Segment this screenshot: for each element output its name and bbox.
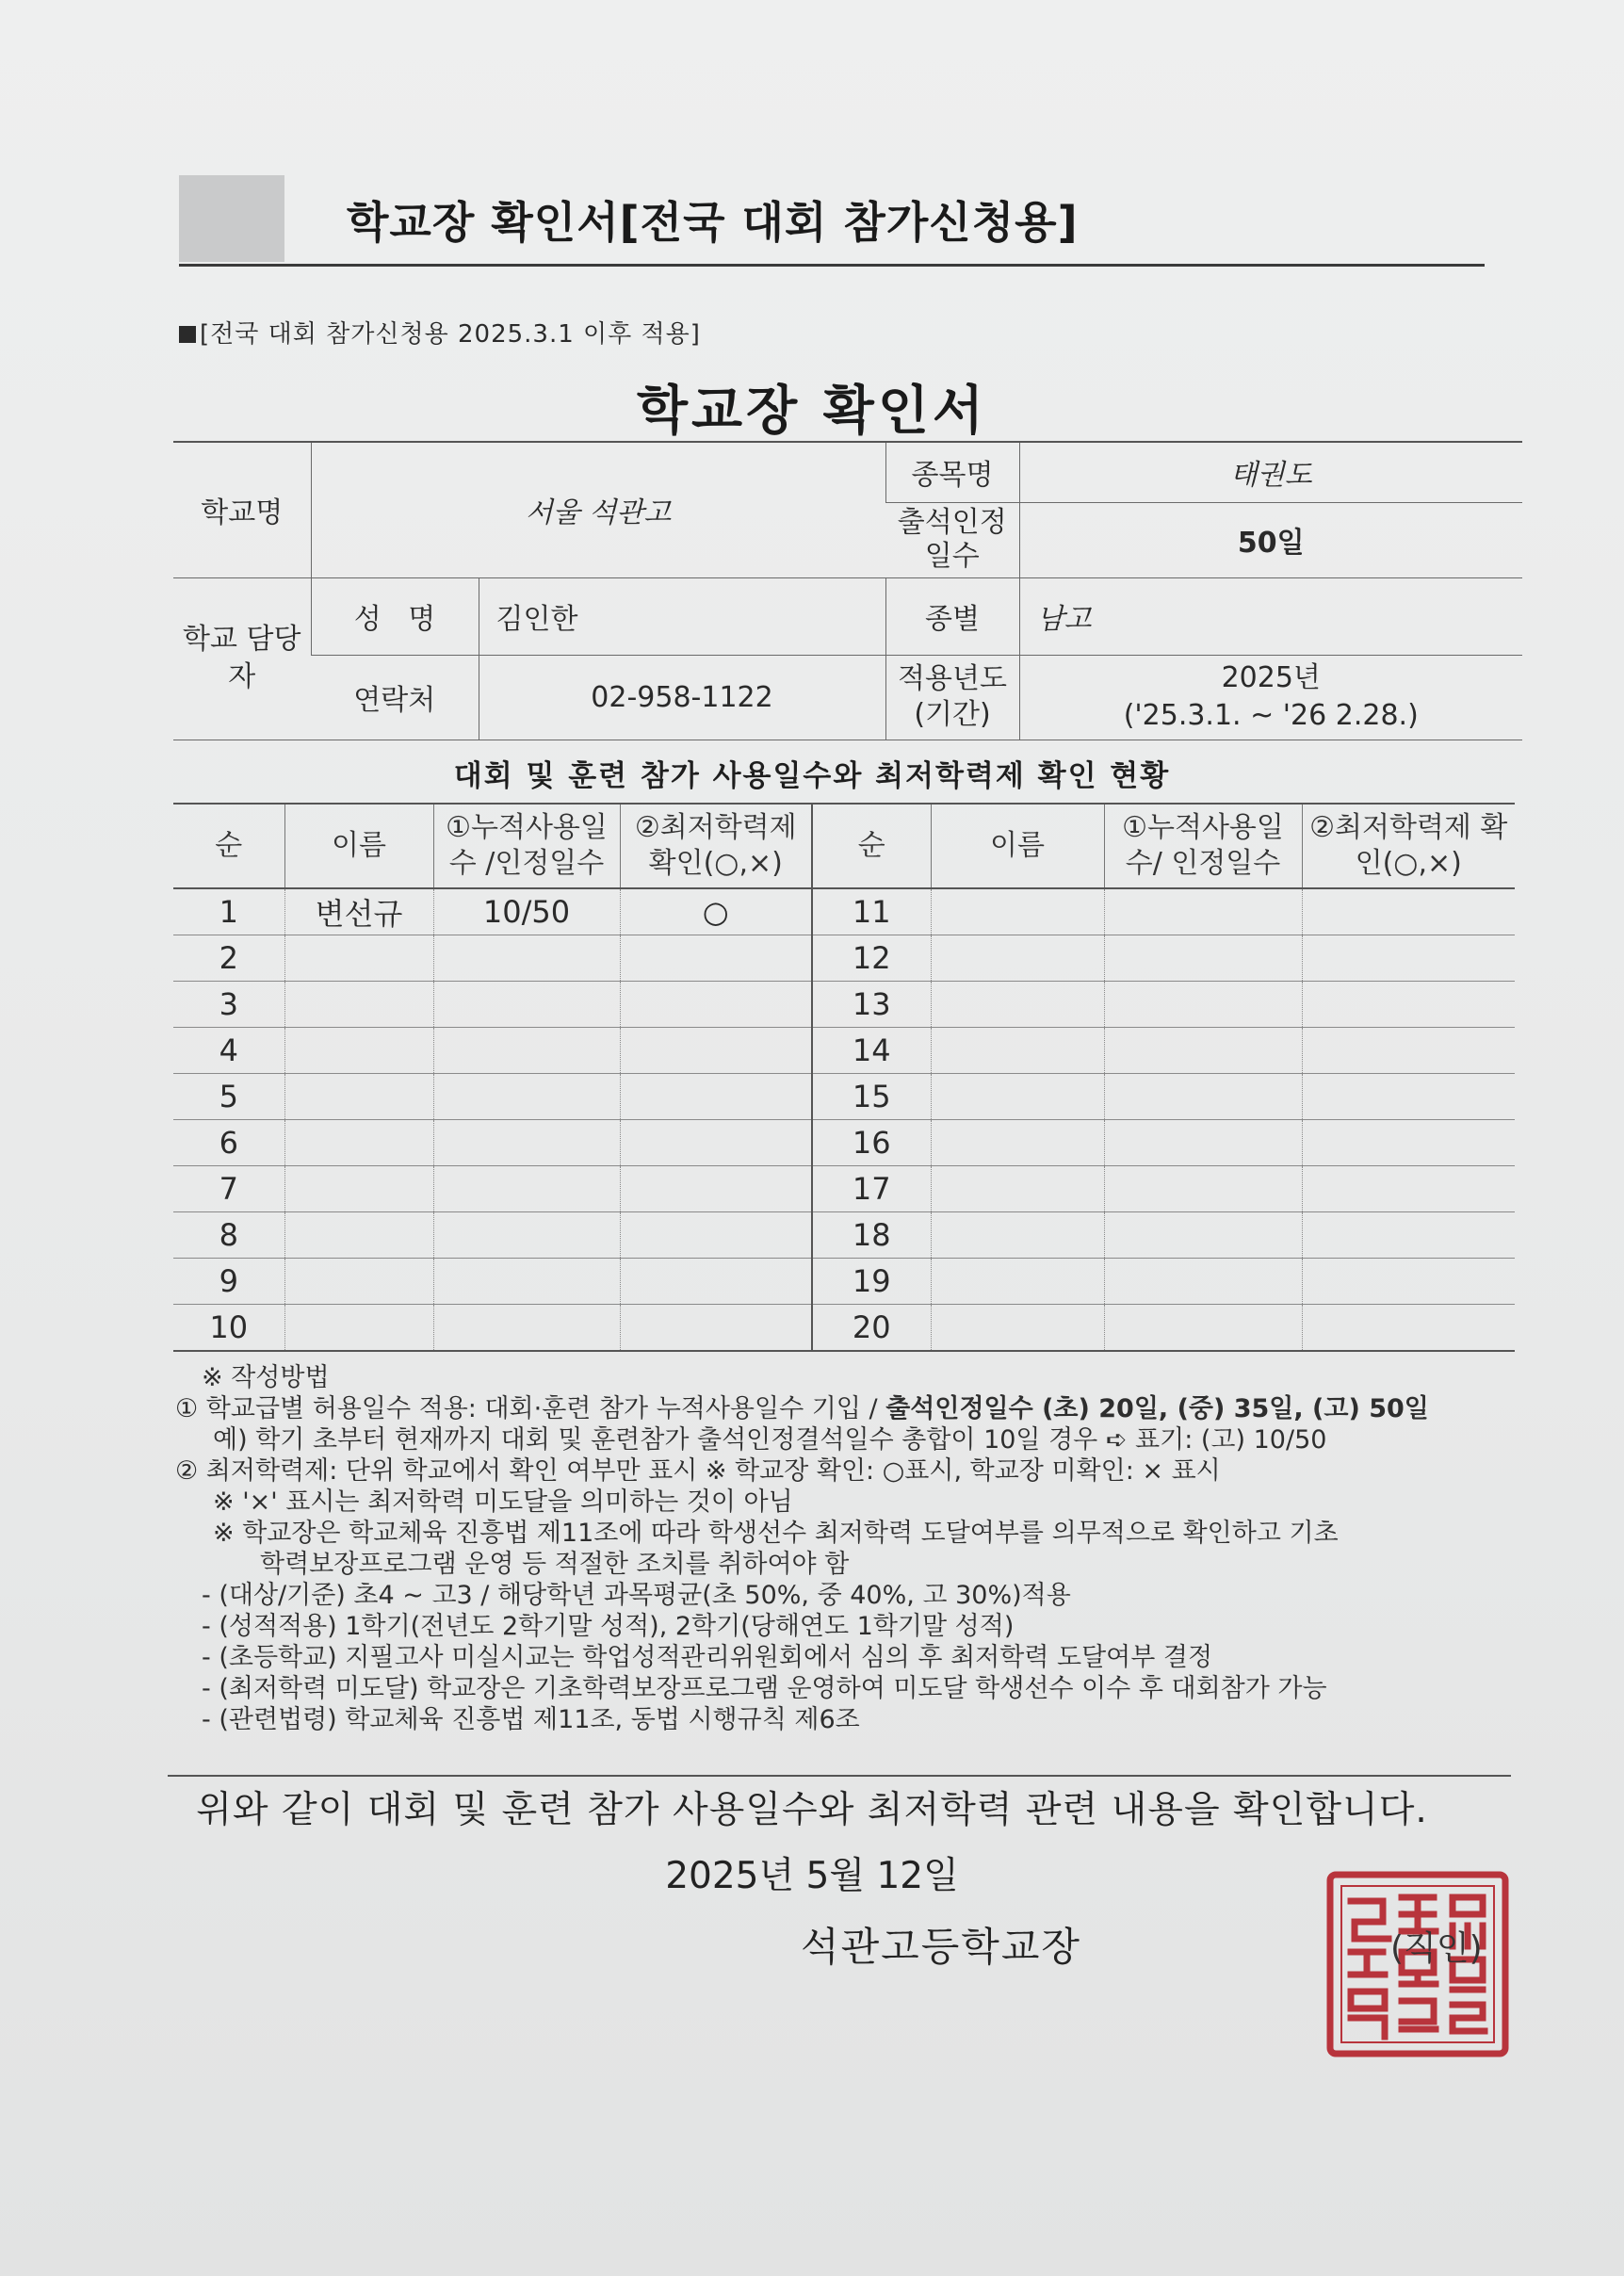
confirm-statement: 위와 같이 대회 및 훈련 참가 사용일수와 최저학력 관련 내용을 확인합니다. bbox=[196, 1789, 1428, 1831]
roster-cell-check2 bbox=[1302, 1212, 1515, 1259]
roster-cell-days: 10/50 bbox=[433, 888, 620, 935]
roster-cell-days2 bbox=[1104, 935, 1302, 982]
table-row bbox=[173, 1074, 1515, 1120]
roster-cell-name bbox=[284, 982, 433, 1028]
roster-cell-days bbox=[433, 1166, 620, 1212]
roster-cell-name bbox=[284, 1120, 433, 1166]
roster-cell-check bbox=[620, 1305, 812, 1352]
guide-line-1a: ① 학교급별 허용일수 적용: 대회·훈련 참가 누적사용일수 기입 / bbox=[175, 1394, 886, 1423]
roster-cell-check bbox=[620, 935, 812, 982]
guide-line-5: ※ 학교장은 학교체육 진흥법 제11조에 따라 학생선수 최저학력 도달여부를 의무적으로 확인하고 기초 bbox=[213, 1519, 1339, 1548]
roster-cell-check2 bbox=[1302, 1305, 1515, 1352]
roster-cell-days bbox=[433, 1305, 620, 1352]
guide-line-3: ② 최저학력제: 단위 학교에서 확인 여부만 표시 ※ 학교장 확인: ○표시, 학교장 미확인: × 표시 bbox=[175, 1456, 1221, 1486]
roster-cell-name bbox=[284, 935, 433, 982]
roster-cell-days bbox=[433, 982, 620, 1028]
guide-line-6: 학력보장프로그램 운영 등 적절한 조치를 취하여야 함 bbox=[260, 1550, 850, 1579]
guide-line-10: - (최저학력 미도달) 학교장은 기초학력보장프로그램 운영하여 미도달 학생선수 이수 후 대회참가 가능 bbox=[202, 1674, 1327, 1703]
roster-cell-no: 6 bbox=[173, 1120, 284, 1166]
roster-cell-check2 bbox=[1302, 982, 1515, 1028]
roster-cell-name: 변선규 bbox=[284, 888, 433, 935]
header-gray-block bbox=[179, 175, 284, 262]
table-row bbox=[173, 1028, 1515, 1074]
roster-cell-no: 2 bbox=[173, 935, 284, 982]
writing-guide bbox=[175, 1362, 1513, 1735]
roster-cell-no2: 15 bbox=[812, 1074, 931, 1120]
roster-cell-check bbox=[620, 1259, 812, 1305]
roster-cell-name bbox=[284, 1028, 433, 1074]
roster-cell-check2 bbox=[1302, 1120, 1515, 1166]
roster-cell-check bbox=[620, 1120, 812, 1166]
roster-table bbox=[173, 803, 1515, 1352]
roster-cell-no2: 14 bbox=[812, 1028, 931, 1074]
roster-cell-days bbox=[433, 1028, 620, 1074]
roster-cell-check2 bbox=[1302, 888, 1515, 935]
guide-line-8: - (성적적용) 1학기(전년도 2학기말 성적), 2학기(당해연도 1학기말 성적) bbox=[202, 1612, 1015, 1641]
header-name: 이름 bbox=[284, 804, 433, 888]
header-name-2: 이름 bbox=[931, 804, 1104, 888]
header-days-2: ①누적사용일수/ 인정일수 bbox=[1104, 804, 1302, 888]
roster-cell-no: 10 bbox=[209, 1309, 249, 1345]
contact-label: 연락처 bbox=[311, 655, 479, 740]
contact-value: 02-958-1122 bbox=[479, 655, 885, 740]
school-name-value: 서울 석관고 bbox=[311, 442, 885, 577]
guide-line-11: - (관련법령) 학교체육 진흥법 제11조, 동법 시행규칙 제6조 bbox=[202, 1705, 860, 1734]
roster-cell-check2 bbox=[1302, 1074, 1515, 1120]
header-title: 학교장 확인서[전국 대회 참가신청용] bbox=[347, 197, 1079, 248]
table-row bbox=[173, 1305, 1515, 1352]
main-title: 학교장 확인서 bbox=[636, 381, 988, 442]
roster-cell-no2: 11 bbox=[812, 888, 931, 935]
roster-cell-no2: 12 bbox=[812, 935, 931, 982]
header-no: 순 bbox=[173, 804, 284, 888]
roster-cell-no: 1 bbox=[173, 888, 284, 935]
table-row bbox=[173, 935, 1515, 982]
guide-line-1b: 출석인정일수 (초) 20일, (중) 35일, (고) 50일 bbox=[885, 1394, 1429, 1423]
roster-cell-name2 bbox=[931, 1305, 1104, 1352]
table-row bbox=[173, 1120, 1515, 1166]
roster-cell-no: 4 bbox=[173, 1028, 284, 1074]
roster-cell-days2 bbox=[1104, 888, 1302, 935]
roster-cell-no: 7 bbox=[173, 1166, 284, 1212]
roster-cell-name2 bbox=[931, 888, 1104, 935]
roster-cell-no: 3 bbox=[173, 982, 284, 1028]
principal-title: 석관고등학교장 bbox=[801, 1924, 1082, 1970]
square-bullet-icon bbox=[179, 326, 196, 343]
roster-cell-days2 bbox=[1104, 1028, 1302, 1074]
roster-cell-no2: 16 bbox=[812, 1120, 931, 1166]
sub-title: 대회 및 훈련 참가 사용일수와 최저학력제 확인 현황 bbox=[453, 759, 1171, 793]
notice-text: [전국 대회 참가신청용 2025.3.1 이후 적용] bbox=[200, 320, 701, 349]
name-value: 김인한 bbox=[479, 577, 885, 655]
signature-date: 2025년 5월 12일 bbox=[665, 1855, 959, 1897]
attendance-label: 출석인정 일수 bbox=[885, 502, 1019, 577]
roster-cell-no2: 20 bbox=[812, 1305, 931, 1352]
roster-cell-name bbox=[284, 1166, 433, 1212]
header-days: ①누적사용일수 /인정일수 bbox=[433, 804, 620, 888]
header-check: ②최저학력제 확인(○,×) bbox=[620, 804, 812, 888]
name-label: 성 명 bbox=[311, 577, 479, 655]
roster-cell-days bbox=[433, 1212, 620, 1259]
roster-cell-days bbox=[433, 1120, 620, 1166]
roster-cell-name bbox=[284, 1305, 433, 1352]
roster-cell-no: 5 bbox=[173, 1074, 284, 1120]
roster-cell-check bbox=[620, 1028, 812, 1074]
attendance-value: 50일 bbox=[1019, 502, 1522, 577]
roster-cell-name2 bbox=[931, 1074, 1104, 1120]
roster-cell-days2 bbox=[1104, 982, 1302, 1028]
roster-cell-no2: 18 bbox=[812, 1212, 931, 1259]
guide-line-4: ※ '×' 표시는 최저학력 미도달을 의미하는 것이 아님 bbox=[213, 1488, 793, 1517]
info-table bbox=[173, 441, 1522, 740]
roster-cell-check2 bbox=[1302, 1259, 1515, 1305]
roster-cell-no: 8 bbox=[173, 1212, 284, 1259]
roster-cell-days2 bbox=[1104, 1212, 1302, 1259]
divider-line bbox=[168, 1775, 1511, 1777]
roster-cell-no2: 17 bbox=[812, 1166, 931, 1212]
roster-cell-name bbox=[284, 1074, 433, 1120]
roster-cell-days2 bbox=[1104, 1259, 1302, 1305]
year-cell bbox=[1019, 655, 1522, 740]
roster-body bbox=[173, 888, 1515, 1351]
roster-cell-name2 bbox=[931, 1259, 1104, 1305]
school-name-label: 학교명 bbox=[173, 442, 311, 577]
header-no-2: 순 bbox=[812, 804, 931, 888]
roster-cell-no2: 19 bbox=[812, 1259, 931, 1305]
table-row bbox=[173, 1212, 1515, 1259]
type-label: 종별 bbox=[885, 577, 1019, 655]
roster-cell-days bbox=[433, 1259, 620, 1305]
guide-line-9: - (초등학교) 지필고사 미실시교는 학업성적관리위원회에서 심의 후 최저학력 도달여부 결정 bbox=[202, 1643, 1213, 1672]
guide-line-2: 예) 학기 초부터 현재까지 대회 및 훈련참가 출석인정결석일수 총합이 10일 경우 ➪ 표기: (고) 10/50 bbox=[213, 1425, 1327, 1455]
roster-cell-days2 bbox=[1104, 1166, 1302, 1212]
year-value: 2025년 bbox=[1221, 661, 1321, 694]
roster-cell-no2: 13 bbox=[812, 982, 931, 1028]
roster-cell-check bbox=[620, 1166, 812, 1212]
roster-cell-no: 9 bbox=[173, 1259, 284, 1305]
roster-cell-days2 bbox=[1104, 1074, 1302, 1120]
guide-line-1 bbox=[175, 1393, 1513, 1424]
roster-cell-check bbox=[620, 1212, 812, 1259]
table-row bbox=[173, 1166, 1515, 1212]
table-row bbox=[173, 888, 1515, 935]
guide-title: ※ 작성방법 bbox=[202, 1363, 330, 1392]
roster-cell-name2 bbox=[931, 982, 1104, 1028]
roster-cell-check bbox=[620, 1074, 812, 1120]
roster-cell-check2 bbox=[1302, 1166, 1515, 1212]
roster-cell-name2 bbox=[931, 935, 1104, 982]
roster-cell-days2 bbox=[1104, 1305, 1302, 1352]
header-check-2: ②최저학력제 확인(○,×) bbox=[1302, 804, 1515, 888]
roster-cell-days bbox=[433, 935, 620, 982]
roster-cell-name2 bbox=[931, 1120, 1104, 1166]
type-value: 남고 bbox=[1019, 577, 1522, 655]
header-bar bbox=[179, 175, 1485, 267]
sport-label: 종목명 bbox=[885, 442, 1019, 502]
roster-cell-check2 bbox=[1302, 935, 1515, 982]
roster-cell-days2 bbox=[1104, 1120, 1302, 1166]
roster-cell-name bbox=[284, 1259, 433, 1305]
roster-cell-check bbox=[620, 982, 812, 1028]
roster-cell-check: ○ bbox=[620, 888, 812, 935]
staff-label: 학교 담당자 bbox=[173, 577, 311, 740]
roster-cell-days bbox=[433, 1074, 620, 1120]
roster-cell-name bbox=[284, 1212, 433, 1259]
sport-value: 태권도 bbox=[1019, 442, 1522, 502]
year-label: 적용년도 (기간) bbox=[885, 655, 1019, 740]
table-row bbox=[173, 982, 1515, 1028]
notice-line bbox=[179, 315, 701, 350]
period-value: ('25.3.1. ~ '26 2.28.) bbox=[1123, 699, 1419, 732]
roster-cell-name2 bbox=[931, 1166, 1104, 1212]
seal-label: (직인) bbox=[1390, 1929, 1483, 1968]
roster-cell-name2 bbox=[931, 1212, 1104, 1259]
guide-line-7: - (대상/기준) 초4 ~ 고3 / 해당학년 과목평균(초 50%, 중 40%, 고 30%)적용 bbox=[202, 1581, 1071, 1610]
roster-cell-name2 bbox=[931, 1028, 1104, 1074]
table-row bbox=[173, 1259, 1515, 1305]
roster-cell-check2 bbox=[1302, 1028, 1515, 1074]
